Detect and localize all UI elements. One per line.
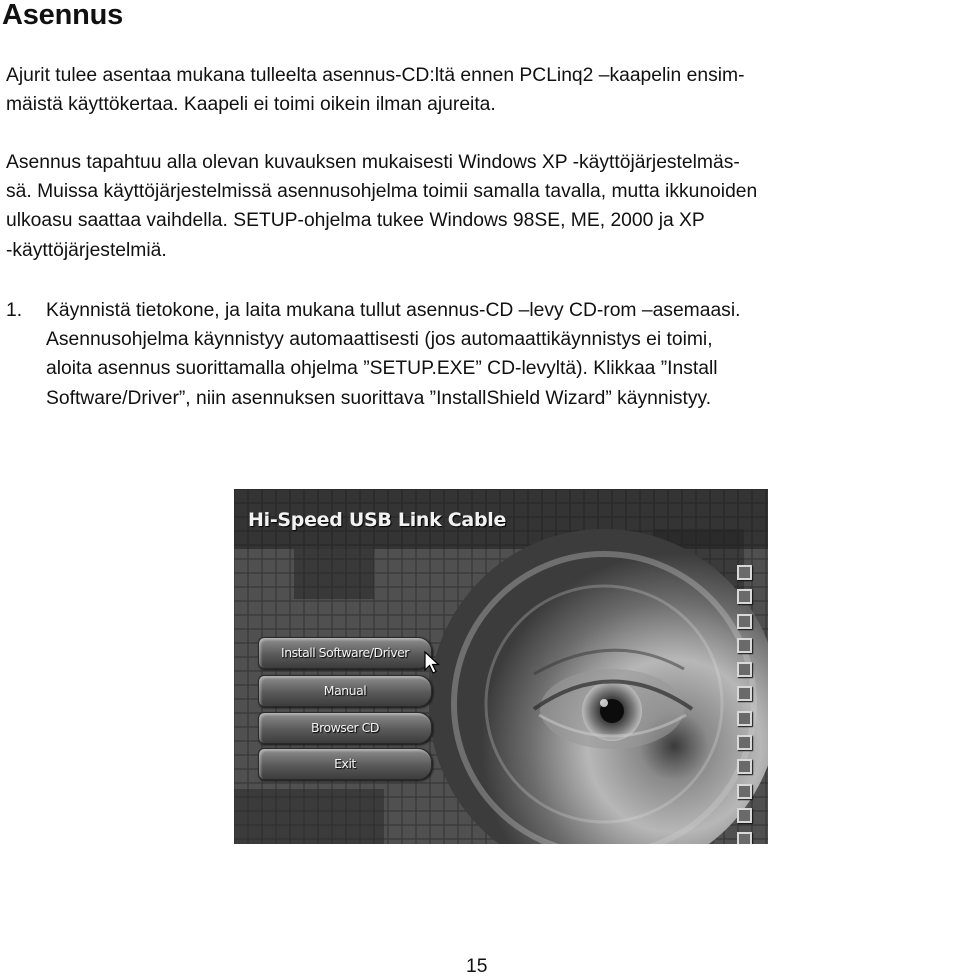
checkbox-square-icon [737,759,752,774]
intro-paragraph: Ajurit tulee asentaa mukana tulleelta asennus-CD:ltä ennen PCLinq2 –kaapelin ensim- mäistä käyttökertaa. Kaapeli ei toimi oikein ilman ajureita. [6,65,745,116]
page-heading: Asennus [2,0,124,31]
exit-button[interactable]: Exit [258,748,432,780]
installer-title: Hi-Speed USB Link Cable [248,509,507,531]
os-compatibility-paragraph: Asennus tapahtuu alla olevan kuvauksen mukaisesti Windows XP -käyttöjärjestelmäs- sä. Muissa käyttöjärjestelmissä asennusohjelma toimii samalla tavalla, mutta ikkunoiden ulkoasu saattaa vaihdella. SETUP-ohjelma tukee Windows 98SE, ME, 2000 ja XP -käyttöjärjestelmiä. [6,152,758,261]
page-number: 15 [466,956,488,977]
checkbox-square-icon [737,589,752,604]
checkbox-square-icon [737,832,752,844]
checkbox-square-icon [737,784,752,799]
installer-screenshot [234,489,768,844]
checkbox-square-icon [737,735,752,750]
step-text: Käynnistä tietokone, ja laita mukana tullut asennus-CD –levy CD-rom –asemaasi. Asennusohjelma käynnistyy automaattisesti (jos automaattikäynnistys ei toimi, aloita asennus suorittamalla ohjelma ”SETUP.EXE” CD-levyltä). Klikkaa ”Install Software/Driver”, niin asennuksen suorittava ”InstallShield Wizard” käynnistyy. [46,300,741,409]
checkbox-square-icon [737,565,752,580]
checkbox-square-icon [737,808,752,823]
arrow-cursor-icon [424,651,440,675]
manual-button[interactable]: Manual [258,675,432,707]
checkbox-square-icon [737,638,752,653]
checkbox-square-icon [737,614,752,629]
checkbox-square-icon [737,662,752,677]
browser-cd-button[interactable]: Browser CD [258,712,432,744]
side-square-column [737,565,755,844]
checkbox-square-icon [737,711,752,726]
checkbox-square-icon [737,686,752,701]
step-number: 1. [6,300,23,321]
install-software-driver-button[interactable]: Install Software/Driver [258,637,432,669]
